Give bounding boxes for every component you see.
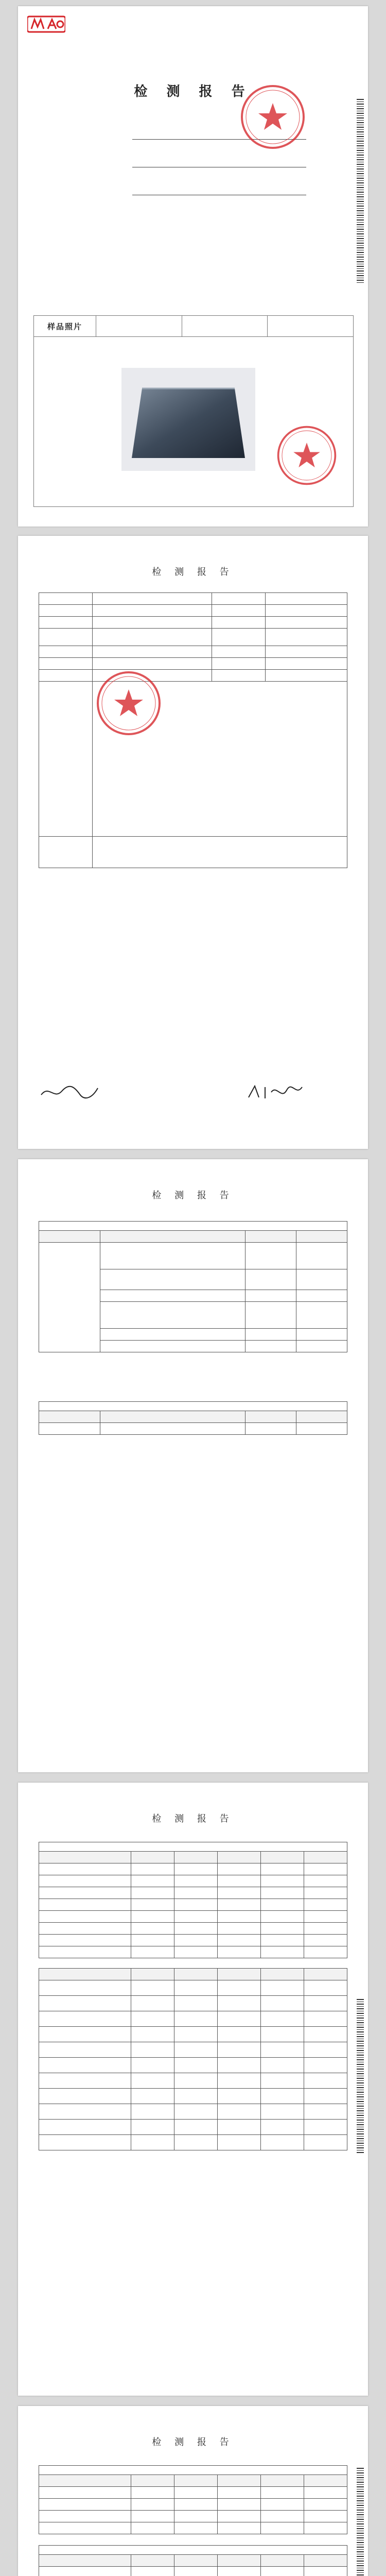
table-row	[39, 1935, 347, 1946]
report-title: 检 测 报 告	[152, 567, 234, 578]
table-row	[39, 837, 347, 868]
perforation-strip	[357, 1999, 364, 2154]
table-row	[39, 2135, 347, 2150]
photo-header-cell	[182, 316, 268, 336]
table-row	[39, 682, 347, 837]
test-items-table	[39, 1230, 347, 1352]
signature-cell	[244, 1082, 347, 1103]
report-title: 检 测 报 告	[152, 1190, 234, 1201]
cover-page	[18, 6, 368, 527]
handwritten-signature	[39, 1082, 100, 1103]
section-heading	[39, 2545, 347, 2554]
report-page-results-2	[18, 2406, 368, 2576]
section-heading	[39, 2465, 347, 2475]
red-seal	[239, 83, 306, 150]
table-row	[39, 1996, 347, 2011]
table-row	[39, 1911, 347, 1923]
table-row	[39, 1875, 347, 1887]
table-row	[39, 1243, 347, 1269]
table-row	[39, 658, 347, 670]
report-title: 检 测 报 告	[152, 2437, 234, 2448]
table-row	[39, 2522, 347, 2534]
perforation-strip	[357, 2468, 364, 2576]
table-row	[39, 2499, 347, 2511]
report-page-info	[18, 536, 368, 1149]
table-row	[39, 1946, 347, 1958]
report-page-results-1	[18, 1783, 368, 2396]
results-table	[39, 2475, 347, 2534]
table-row	[39, 1423, 347, 1435]
table-row	[39, 2475, 347, 2487]
table-row	[39, 1411, 347, 1423]
table-row	[39, 605, 347, 617]
table-row	[39, 2058, 347, 2073]
sample-photo	[121, 368, 255, 471]
results-table	[39, 2554, 347, 2576]
photo-header-cell	[268, 316, 353, 336]
signature-cell	[39, 1082, 142, 1103]
table-row	[39, 646, 347, 658]
table-row	[39, 1899, 347, 1911]
red-seal	[276, 425, 338, 486]
table-row	[39, 670, 347, 682]
table-row	[39, 1887, 347, 1899]
sample-photo-header	[34, 316, 353, 337]
table-row	[39, 2511, 347, 2522]
table-row	[39, 2487, 347, 2499]
sample-photo-label: 样品照片	[34, 316, 96, 336]
table-row	[39, 2042, 347, 2058]
cover-field-value	[132, 184, 306, 195]
sample-photo-panel	[33, 315, 354, 507]
table-row	[39, 2567, 347, 2576]
section-heading	[39, 1221, 347, 1230]
table-row	[39, 1863, 347, 1875]
table-row	[39, 2555, 347, 2567]
table-row	[39, 2089, 347, 2104]
sample-info-table	[39, 592, 347, 868]
table-row	[39, 593, 347, 605]
results-table	[39, 1851, 347, 1958]
signature-row	[39, 1082, 347, 1103]
table-row	[39, 2073, 347, 2089]
table-row	[39, 1969, 347, 1980]
perforation-strip	[357, 99, 364, 284]
report-page-items	[18, 1159, 368, 1772]
table-row	[39, 2104, 347, 2120]
table-row	[39, 1923, 347, 1935]
report-title: 检 测 报 告	[152, 1814, 234, 1824]
table-row	[39, 2120, 347, 2135]
red-seal	[95, 670, 162, 737]
table-row	[39, 1852, 347, 1863]
cover-title: 检 测 报 告	[134, 84, 252, 99]
cover-field	[90, 178, 306, 195]
table-row	[39, 617, 347, 629]
cover-field-value	[132, 157, 306, 167]
table-row	[39, 629, 347, 646]
section-heading	[39, 1842, 347, 1851]
cover-field	[90, 150, 306, 167]
test-items-table	[39, 1411, 347, 1435]
table-row	[39, 1980, 347, 1996]
section-heading	[39, 1401, 347, 1411]
table-row	[39, 2027, 347, 2042]
photo-header-cell	[96, 316, 182, 336]
results-table	[39, 1968, 347, 2150]
sample-photo-area	[34, 337, 353, 506]
table-row	[39, 2011, 347, 2027]
table-row	[39, 1231, 347, 1243]
handwritten-signature	[244, 1082, 306, 1103]
cma-logo	[27, 15, 65, 33]
